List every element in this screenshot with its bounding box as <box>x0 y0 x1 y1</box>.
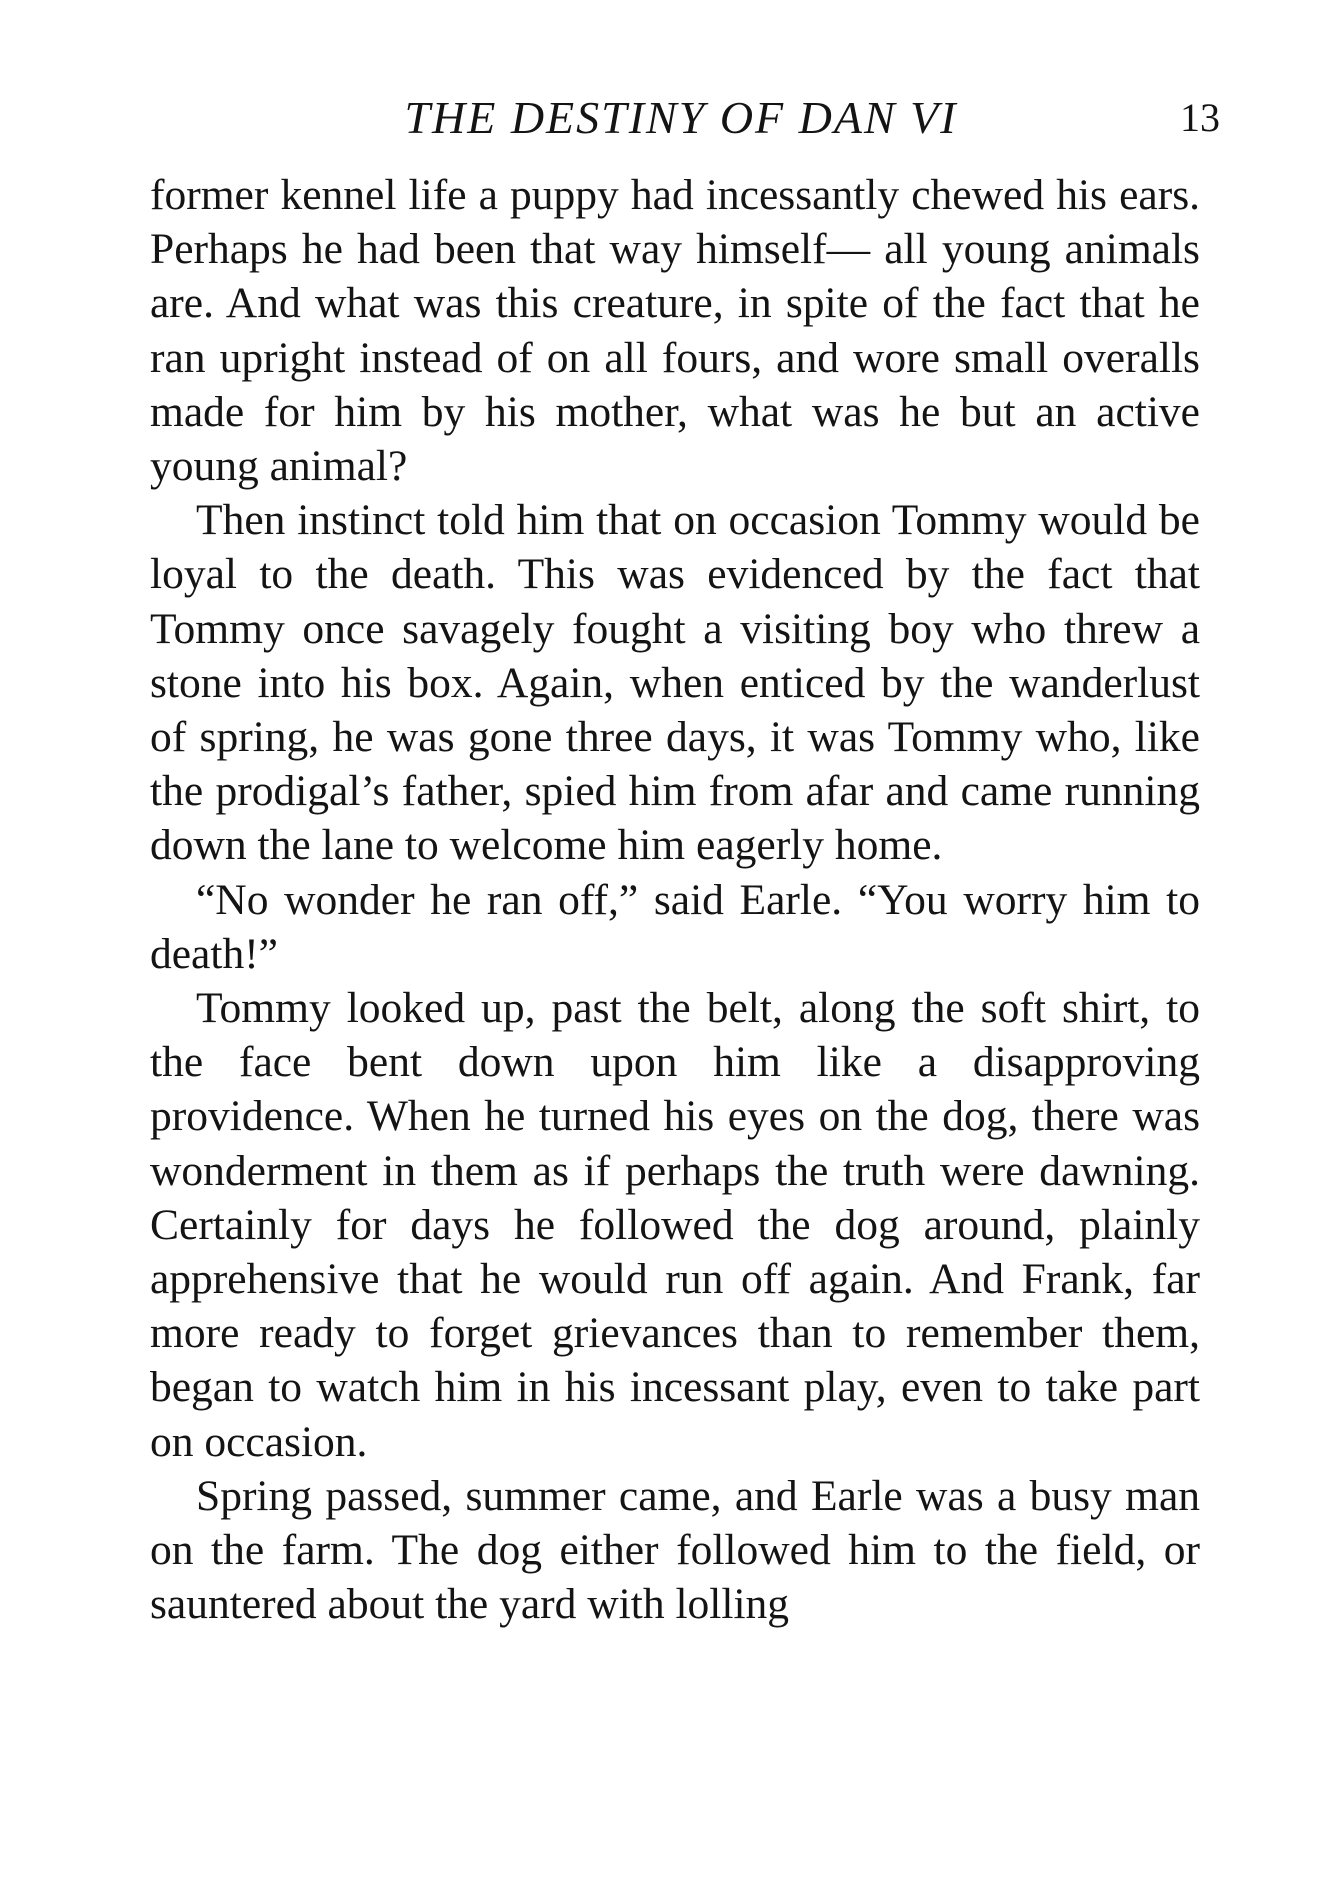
body-text <box>150 168 1200 1631</box>
paragraph: “No wonder he ran off,” said Earle. “You worry him to death!” <box>150 875 1200 978</box>
page-number: 13 <box>1180 95 1220 140</box>
paragraph: Tommy looked up, past the belt, along the soft shirt, to the face bent down upon him like a disapproving providence. When he turned his eyes on the dog, there was wonderment in them as if perhaps the truth were dawning. Certainly for days he followed the dog around, plainly apprehensive that he would run off again. And Frank, far more ready to forget grievances than to remember them, began to watch him in his incessant play, even to take part on occasion. <box>150 984 1200 1466</box>
running-title: THE DESTINY OF DAN VI <box>404 92 958 143</box>
paragraph-continued: former kennel life a puppy had incessantly chewed his ears. Perhaps he had been that way himself— all young animals are. And what was this creature, in spite of the fact that he ran upright instead of on all fours, and wore small overalls made for him by his mother, what was he but an active young animal? <box>150 171 1200 491</box>
running-head <box>150 88 1220 148</box>
paragraph: Then instinct told him that on occasion Tommy would be loyal to the death. This was evidenced by the fact that Tommy once savagely fought a visiting boy who threw a stone into his box. Again, when enticed by the wanderlust of spring, he was gone three days, it was Tommy who, like the prodigal’s father, spied him from afar and came running down the lane to welcome him eagerly home. <box>150 496 1200 870</box>
paragraph: Spring passed, summer came, and Earle was a busy man on the farm. The dog either followed him to the field, or sauntered about the yard with lolling <box>150 1471 1200 1629</box>
